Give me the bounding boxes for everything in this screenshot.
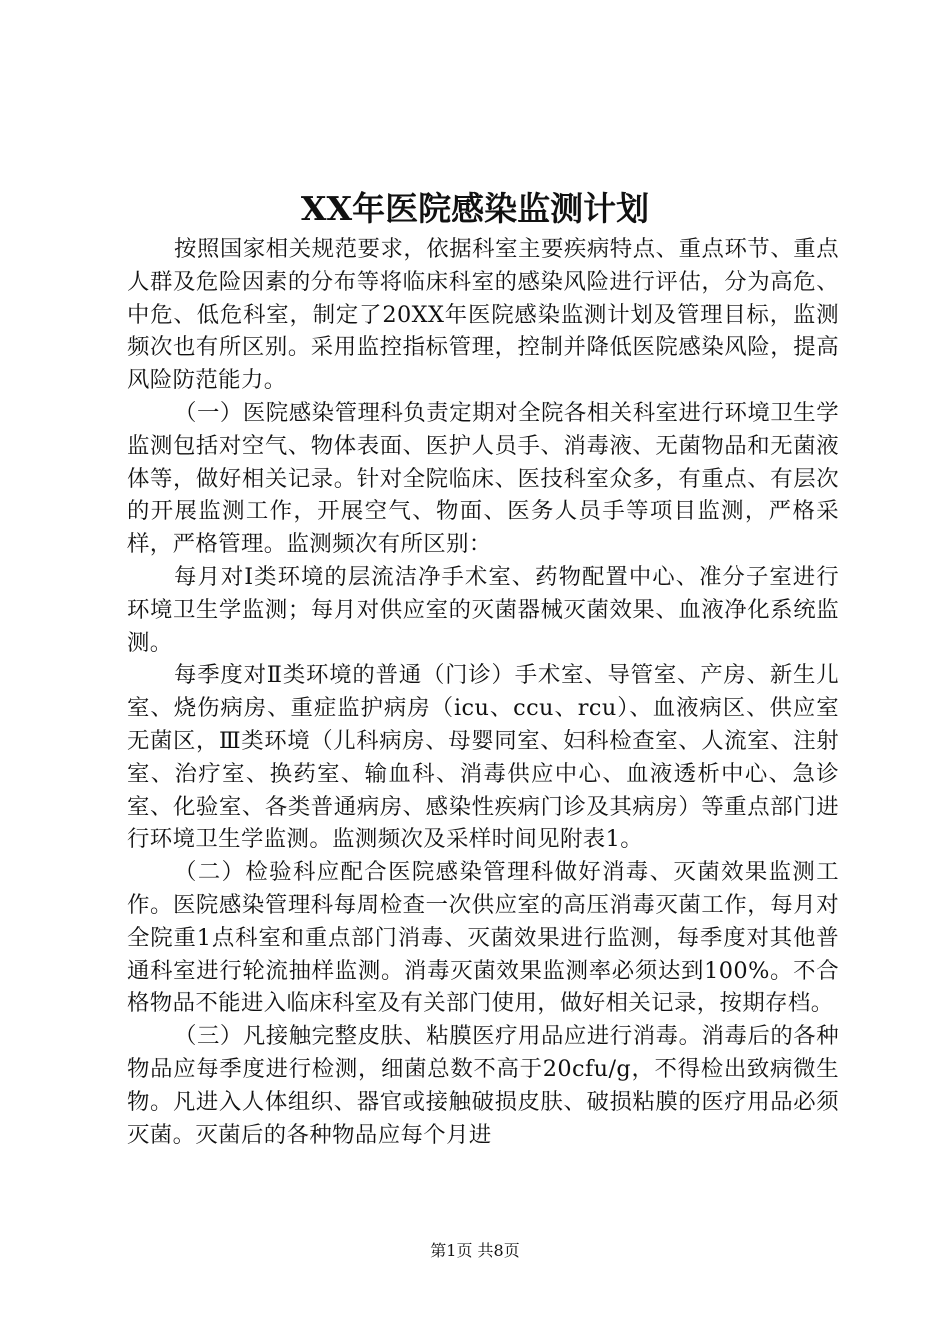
- paragraph-intro: 按照国家相关规范要求，依据科室主要疾病特点、重点环节、重点人群及危险因素的分布等将临床科室的感染风险进行评估，分为高危、中危、低危科室，制定了20XX年医院感染监测计划及管理目标，监测频次也有所区别。采用监控指标管理，控制并降低医院感染风险，提高风险防范能力。: [127, 236, 839, 394]
- paragraph-section-2: （二）检验科应配合医院感染管理科做好消毒、灭菌效果监测工作。医院感染管理科每周检查一次供应室的高压消毒灭菌工作，每月对全院重1点科室和重点部门消毒、灭菌效果进行监测，每季度对其他普通科室进行轮流抽样监测。消毒灭菌效果监测率必须达到100%。不合格物品不能进入临床科室及有关部门使用，做好相关记录，按期存档。: [127, 859, 839, 1017]
- document-body: [127, 233, 839, 1151]
- paragraph-quarterly-monitoring: 每季度对Ⅱ类环境的普通（门诊）手术室、导管室、产房、新生儿室、烧伤病房、重症监护病房（icu、ccu、rcu）、血液病区、供应室无菌区，Ⅲ类环境（儿科病房、母婴同室、妇科检查室、人流室、注射室、治疗室、换药室、输血科、消毒供应中心、血液透析中心、急诊室、化验室、各类普通病房、感染性疾病门诊及其病房）等重点部门进行环境卫生学监测。监测频次及采样时间见附表1。: [127, 662, 839, 853]
- paragraph-section-1: （一）医院感染管理科负责定期对全院各相关科室进行环境卫生学监测包括对空气、物体表面、医护人员手、消毒液、无菌物品和无菌液体等，做好相关记录。针对全院临床、医技科室众多，有重点、有层次的开展监测工作，开展空气、物面、医务人员手等项目监测，严格采样，严格管理。监测频次有所区别：: [127, 399, 839, 558]
- paragraph-section-3: （三）凡接触完整皮肤、粘膜医疗用品应进行消毒。消毒后的各种物品应每季度进行检测，细菌总数不高于20cfu/g，不得检出致病微生物。凡进入人体组织、器官或接触破损皮肤、破损粘膜的医疗用品必须灭菌。灭菌后的各种物品应每个月进: [127, 1023, 839, 1148]
- page-number-footer: 第1页 共8页: [430, 1241, 520, 1260]
- paragraph-monthly-monitoring: 每月对Ⅰ类环境的层流洁净手术室、药物配置中心、准分子室进行环境卫生学监测；每月对供应室的灭菌器械灭菌效果、血液净化系统监测。: [127, 563, 839, 656]
- document-title: XX年医院感染监测计划: [300, 189, 650, 228]
